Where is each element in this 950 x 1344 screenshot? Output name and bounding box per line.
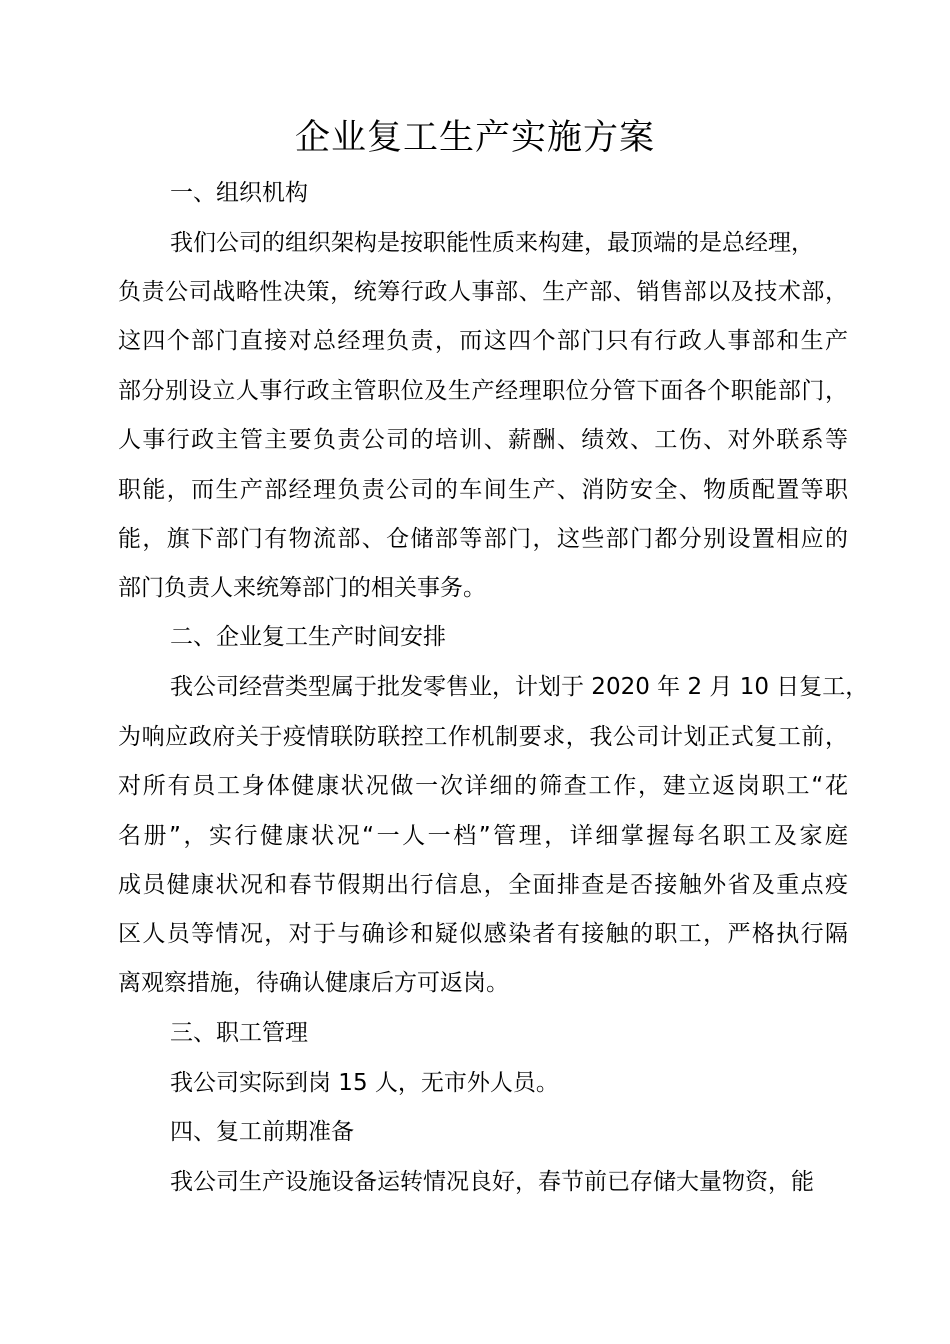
paragraph-line: 离观察措施，待确认健康后方可返岗。 [118, 970, 509, 996]
paragraph-line: 部门负责人来统筹部门的相关事务。 [118, 575, 486, 601]
paragraph-line: 负责公司战略性决策，统筹行政人事部、生产部、销售部以及技术部， [118, 279, 848, 305]
paragraph-line: 能，旗下部门有物流部、仓储部等部门，这些部门都分别设置相应的 [118, 526, 848, 552]
paragraph-line: 我公司实际到岗 15 人，无市外人员。 [170, 1070, 559, 1096]
paragraph-line: 对所有员工身体健康状况做一次详细的筛查工作，建立返岗职工“花 [118, 773, 848, 799]
paragraph-line: 名册”，实行健康状况“一人一档”管理，详细掌握每名职工及家庭 [118, 823, 848, 849]
section-heading-staff: 三、职工管理 [170, 1020, 308, 1046]
document-title: 企业复工生产实施方案 [294, 118, 655, 158]
paragraph-line: 区人员等情况，对于与确诊和疑似感染者有接触的职工，严格执行隔 [118, 921, 848, 947]
paragraph-line: 职能，而生产部经理负责公司的车间生产、消防安全、物质配置等职 [118, 477, 848, 503]
section-heading-schedule: 二、企业复工生产时间安排 [170, 624, 446, 650]
paragraph-line: 成员健康状况和春节假期出行信息，全面排查是否接触外省及重点疫 [118, 872, 848, 898]
paragraph-line: 我公司生产设施设备运转情况良好，春节前已存储大量物资，能 [170, 1169, 814, 1195]
section-heading-organization: 一、组织机构 [170, 180, 308, 206]
paragraph-line: 这四个部门直接对总经理负责，而这四个部门只有行政人事部和生产 [118, 328, 848, 354]
section-heading-preparation: 四、复工前期准备 [170, 1119, 354, 1145]
paragraph-line: 人事行政主管主要负责公司的培训、薪酬、绩效、工伤、对外联系等 [118, 427, 848, 453]
paragraph-line: 我们公司的组织架构是按职能性质来构建，最顶端的是总经理， [170, 230, 814, 256]
paragraph-line: 为响应政府关于疫情联防联控工作机制要求，我公司计划正式复工前， [118, 724, 848, 750]
paragraph-line: 部分别设立人事行政主管职位及生产经理职位分管下面各个职能部门， [118, 378, 848, 404]
paragraph-line: 我公司经营类型属于批发零售业，计划于 2020 年 2 月 10 日复工， [170, 674, 869, 700]
